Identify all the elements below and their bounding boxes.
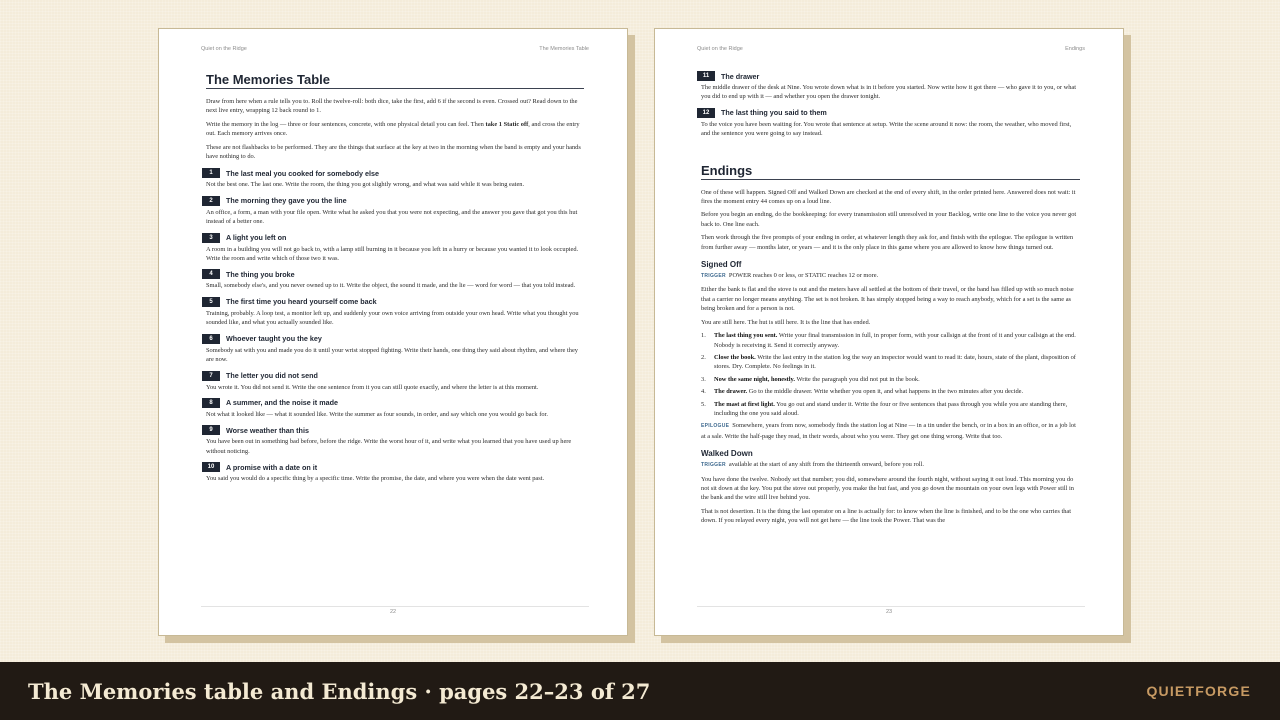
prompt-item: 1. The last thing you sent. Write your final transmission in full, in proper form, with your callsign at the front of it and your callsign at the end. Nobody is receiving it. Send it correctly anyway. [701,332,1076,349]
entry-number-badge: 12 [697,108,715,118]
entry-number-badge: 5 [202,297,220,307]
running-header [201,46,589,52]
signed-off-paragraph: Either the bank is flat and the stove is out and the meters have all settled at the bottom of their travel, or the band has filled up with so much noise that a carrier no longer means anything. The set is not broken. It has simply stopped being a way to reach anybody, which for a set is the same as being broken and for a person is not. [701,286,1074,313]
entry-title: A promise with a date on it [226,462,318,472]
log-rule-paragraph: Write the memory in the log — three or four sentences, concrete, with one physical detail you can feel. Then take 1 Static off, and cross the entry out. Each memory arrives once. [206,120,580,138]
entry-title: The morning they gave you the line [226,196,347,206]
running-header [697,46,1085,52]
entry-number-badge: 6 [202,334,220,344]
prompt-item: 4. The drawer. Go to the middle drawer. Write whether you open it, and what happens in the two minutes after you decide. [701,388,1024,396]
folio-rule [697,606,1085,607]
entry-number-badge: 3 [202,233,220,243]
caption-bar [0,662,1280,720]
brand-logo: QUIETFORGE [1146,683,1251,699]
entry-title: The first time you heard yourself come back [226,297,377,307]
signed-off-paragraph: You are still here. The hut is still here. It is the line that has ended. [701,318,871,326]
signed-off-heading: Signed Off [701,260,742,270]
memory-entry [202,269,584,290]
running-header-section: The Memories Table [539,46,589,52]
walked-down-trigger: TRIGGER available at the start of any shift from the thirteenth onward, before you roll. [701,461,924,469]
memory-entry [202,297,584,328]
entry-number-badge: 8 [202,398,220,408]
endings-paragraph: Before you begin an ending, do the bookkeeping: for every transmission still unresolved in your Backlog, write one line to the voice you never got back to. One line each. [701,211,1077,228]
running-header-book-title: Quiet on the Ridge [697,46,743,52]
entry-title: The thing you broke [226,269,295,279]
page-number: 22 [389,609,397,615]
signed-off-trigger: TRIGGER POWER reaches 0 or less, or STATIC reaches 12 or more. [701,272,879,280]
entry-text: Small, somebody else's, and you never owned up to it. Write the object, the sound it made, and the lie — word for word — that you told instead. [206,282,576,290]
entry-text: A room in a building you will not go back to, with a lamp still burning in it because you left in a hurry or because you wanted it to look occupied. Write the room and write which of those two it was. [206,245,579,263]
trigger-label: TRIGGER [701,462,726,469]
prompt-item: 3. Now the same night, honestly. Write the paragraph you did not put in the book. [701,375,920,383]
prompt-item: 2. Close the book. Write the last entry in the station log the way an inspector would want to read it: date, hours, state of the plant, disposition of stores. Dry. Complete. No feelings in it. [701,353,1076,371]
entry-text: You have been out in something bad before, before the ridge. Write the worst hour of it, and write what you learned that you have used up here without noticing. [206,438,572,455]
walked-down-paragraph: That is not desertion. It is the thing the last operator on a line is actually for: to know when the line is finished, and to be the one who carries that down. If you relayed every night, you will not get here — the line took the Power. That was the [701,507,1072,525]
entry-text: You said you would do a specific thing by a specific time. Write the promise, the date, and where you were when the date went past. [206,475,545,483]
section-title: The Memories Table [206,72,584,89]
memory-entry [202,168,584,189]
left-page [158,28,628,636]
memory-entry [697,108,1080,139]
entry-text: The middle drawer of the desk at Nine. You wrote down what is in it before you started. Now write how it got there — who gave it to you, or what you did to end up with it — and whether you open the drawer tonight. [701,84,1077,101]
entry-text: Training, probably. A loop test, a monitor left up, and suddenly your own voice arriving from outside your own head. Write what you thought you sounded like, and what you actually sounded like. [206,309,579,327]
entry-number-badge: 1 [202,168,220,178]
entry-text: You wrote it. You did not send it. Write the one sentence from it you can still quote exactly, and where the letter is at this moment. [206,383,539,391]
entry-title: Worse weather than this [226,425,309,435]
endings-paragraph: One of these will happen. Signed Off and Walked Down are checked at the end of every shift, in the order printed here. Answered does not wait: it fires the moment entry 44 comes up on a loud line. [701,188,1076,206]
entry-title: The last meal you cooked for somebody else [226,168,379,178]
intro-paragraph: Draw from here when a rule tells you to. Roll the twelve-roll: both dice, take the first, add 6 if the second is even. Crossed out? Read down to the next live entry, wrapping 12 back round to 1. [206,98,578,115]
entry-title: A summer, and the noise it made [226,398,338,408]
right-page-content [701,71,1080,530]
prompt-item: 5. The mast at first light. You go out and stand under it. Write the four or five sentences that pass through you while you are standing there, including the one you said aloud. [701,400,1068,417]
entry-text: To the voice you have been waiting for. You wrote that sentence at setup. Write the scene around it now: the room, the weather, who moved first, and the sentence you were going to say instead. [701,120,1072,138]
memory-entry [697,71,1080,102]
log-rule-bold: take 1 Static off [485,120,529,128]
memory-entry [202,398,584,419]
entry-number-badge: 4 [202,269,220,279]
memory-entry [202,462,584,483]
endings-paragraph: Then work through the five prompts of your ending in order, at whatever length they ask for, and finish with the epilogue. The epilogue is written from further away — months later, or years — and it is the only place in this game where you are allowed to know how things turned out. [701,234,1074,251]
entry-title: The drawer [721,71,760,81]
trigger-label: TRIGGER [701,273,726,280]
memory-entry [202,196,584,227]
right-page [654,28,1124,636]
walked-down-paragraph: You have done the twelve. Nobody set that number; you did, somewhere around the fourth night, without saying it out loud. This morning you do not sit down at the key. You put the stove out properly, you make the hut fast, and you go down the mountain on your own legs with Power still in the bank and the wire still live behind you. [701,475,1074,502]
epilogue-label: EPILOGUE [701,423,730,430]
entry-text: An office, a form, a man with your file open. Write what he asked you that you were not expecting, and the answer you gave that got you this hut instead of a better one. [206,208,578,226]
running-header-section: Endings [1065,46,1085,52]
entry-title: Whoever taught you the key [226,334,322,344]
caption-title: The Memories table and Endings · pages 22–23 of 27 [28,678,651,704]
entry-text: Somebody sat with you and made you do it until your wrist stopped fighting. Write their hands, one thing they said about rhythm, and where they are now. [206,346,578,364]
entry-number-badge: 11 [697,71,715,81]
memory-entry [202,233,584,264]
signed-off-epilogue: EPILOGUE Somewhere, years from now, somebody finds the station log at Nine — in a tin under the bench, or in a box in an office, or in a job lot at a sale. Write the half-page they read, in their words, about who you were. They get one thing wrong. Write that too. [701,422,1076,440]
left-page-content [206,72,584,490]
memory-entry [202,425,584,456]
running-header-book-title: Quiet on the Ridge [201,46,247,52]
intro-paragraph: These are not flashbacks to be performed. They are the things that surface at the key at two in the morning when the band is empty and your hands have nothing to do. [206,143,581,161]
entry-text: Not what it looked like — what it sounded like. Write the summer as four sounds, in order, and say which one you would go back for. [206,410,548,418]
entry-title: The letter you did not send [226,371,318,380]
folio-rule [201,606,589,607]
endings-title: Endings [701,163,1080,180]
entry-title: A light you left on [226,233,287,243]
memory-entry [202,371,584,392]
memory-entry [202,334,584,365]
entry-number-badge: 9 [202,425,220,435]
page-number: 23 [885,609,893,615]
entry-title: The last thing you said to them [721,108,827,118]
entry-number-badge: 7 [202,371,220,381]
signed-off-prompts [701,331,1080,418]
entry-number-badge: 10 [202,462,220,472]
entry-number-badge: 2 [202,196,220,206]
entry-text: Not the best one. The last one. Write the room, the thing you got slightly wrong, and what was said while it was being eaten. [206,181,525,189]
walked-down-heading: Walked Down [701,449,753,459]
